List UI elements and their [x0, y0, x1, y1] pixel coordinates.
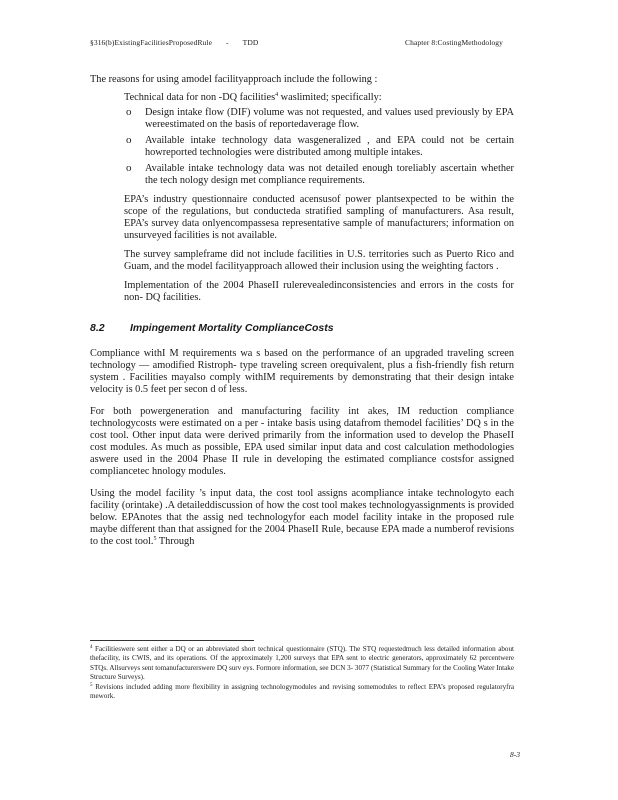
- header-rule-title: §316(b)ExistingFacilitiesProposedRule: [90, 38, 213, 47]
- footnotes: [90, 645, 514, 701]
- sub-list-item-text: Available intake technology data wasgeneralized , and EPA could not be certain howreported technologies were distributed among multiple intakes.: [145, 135, 514, 158]
- header-dash: -: [226, 38, 229, 47]
- list-item: [90, 194, 514, 242]
- list-item-text: Technical data for non -DQ facilities: [124, 92, 276, 103]
- list-item: [90, 249, 514, 273]
- sub-list-item-text: Available intake technology data was not detailed enough toreliably ascertain whether the tech nology design met compliance requirements.: [145, 163, 514, 186]
- intro-sentence: The reasons for using amodel facilityapproach include the following :: [90, 74, 378, 85]
- footnote-ref[interactable]: 5: [153, 536, 157, 542]
- body-paragraph-tail: Through: [156, 536, 195, 547]
- footnote-ref[interactable]: 4: [275, 92, 279, 98]
- header-tdd: TDD: [242, 38, 259, 47]
- body-paragraph: Compliance withI M requirements wa s based on the performance of an upgraded traveling screen technology — amodified Ristroph- type traveling screen orequivalent, plus a fish-friendly fish return system . Facilities mayalso comply withIM requirements by demonstrating that their design intake velocity is 0.5 feet per secon d of less.: [90, 348, 514, 395]
- footnote-divider: [90, 640, 254, 641]
- sub-list-item-text: Design intake flow (DIF) volume was not requested, and values used previously by EPA wereestimated on the basis of reportedaverage flow.: [145, 107, 514, 130]
- list-item-text: Implementation of the 2004 PhaseII rulerevealedinconsistencies and errors in the costs for non- DQ facilities.: [124, 280, 514, 303]
- running-header-chapter: Chapter 8:CostingMethodology: [405, 38, 504, 47]
- footnote: [90, 645, 514, 683]
- footnote-text: Revisions included adding more flexibility in assigning technologymodules and revising somemodules to reflect EPA’s proposed regulatoryfra mework.: [90, 682, 514, 701]
- sub-list-item: [124, 135, 514, 159]
- section-heading: [90, 322, 514, 334]
- running-header-left: [90, 38, 258, 47]
- footnote-number: 5: [90, 682, 93, 688]
- list-item-text: EPA’s industry questionnaire conducted acensusof power plantsexpected to be within the scope of the regulations, but conducteda stratified sampling of manufacturers. Asa result, EPA’s survey data onlyencompassesa representative sample of manufacturers; information on unsurveyed facilities is not available.: [124, 194, 514, 241]
- circle-bullet-icon: o: [126, 134, 132, 146]
- page-number: 8-3: [510, 750, 520, 759]
- page-body: [90, 74, 514, 558]
- body-paragraph: [90, 488, 514, 548]
- footnote-text: Facilitieswere sent either a DQ or an abbreviated short technical questionnaire (STQ). The STQ requestedmuch less detailed information about thefacility, its CWIS, and its operations. Of the approximately 1,200 surveys that EPA sent to electric generators, approximately 62 percentwere STQs. Allsurveys sent tomanufacturerswere DQ surv eys. Formore information, see DCN 3- 3077 (Statistical Summary for the Cooling Water Intake Structure Surveys).: [90, 645, 514, 682]
- section-title: Impingement Mortality ComplianceCosts: [130, 322, 334, 334]
- list-item: [90, 280, 514, 304]
- circle-bullet-icon: o: [126, 106, 132, 118]
- body-paragraph-text: Using the model facility ’s input data, the cost tool assigns acompliance intake technologyto each facility (orintake) .A detaileddiscussion of how the cost tool makes technologyassignments is provided below. EPAnotes that the assig ned technologyfor each model facility intake in the proposed rule maybe different than that assigned for the 2004 PhaseII Rule, because EPA made a numberof revisions to the cost tool.: [90, 488, 514, 547]
- sub-list-item: [124, 163, 514, 187]
- body-paragraph: For both powergeneration and manufacturing facility int akes, IM reduction compliance technologycosts were estimated on a per - intake basis using datafrom themodel facilities’ DQ s in the cost tool. Other input data were derived primarily from the information used to develop the PhaseII cost modules. As much as possible, EPA used similar input data and cost calculation methodologies aswere used in the 2004 Phase II rule in developing the estimated compliance costsfor assigned compliancetec hnology modules.: [90, 406, 514, 477]
- list-item-text: The survey sampleframe did not include facilities in U.S. territories such as Puerto Rico and Guam, and the model facilityapproach allowed their inclusion using the weighting factors .: [124, 249, 514, 272]
- footnote: [90, 683, 514, 702]
- sub-list-item: [124, 107, 514, 131]
- footnote-number: 4: [90, 645, 93, 650]
- sub-list: [124, 107, 514, 187]
- list-item-text-tail: waslimited; specifically:: [278, 92, 382, 103]
- reasons-list: [90, 92, 514, 304]
- section-number: 8.2: [90, 322, 105, 334]
- list-item: [90, 92, 514, 187]
- circle-bullet-icon: o: [126, 162, 132, 174]
